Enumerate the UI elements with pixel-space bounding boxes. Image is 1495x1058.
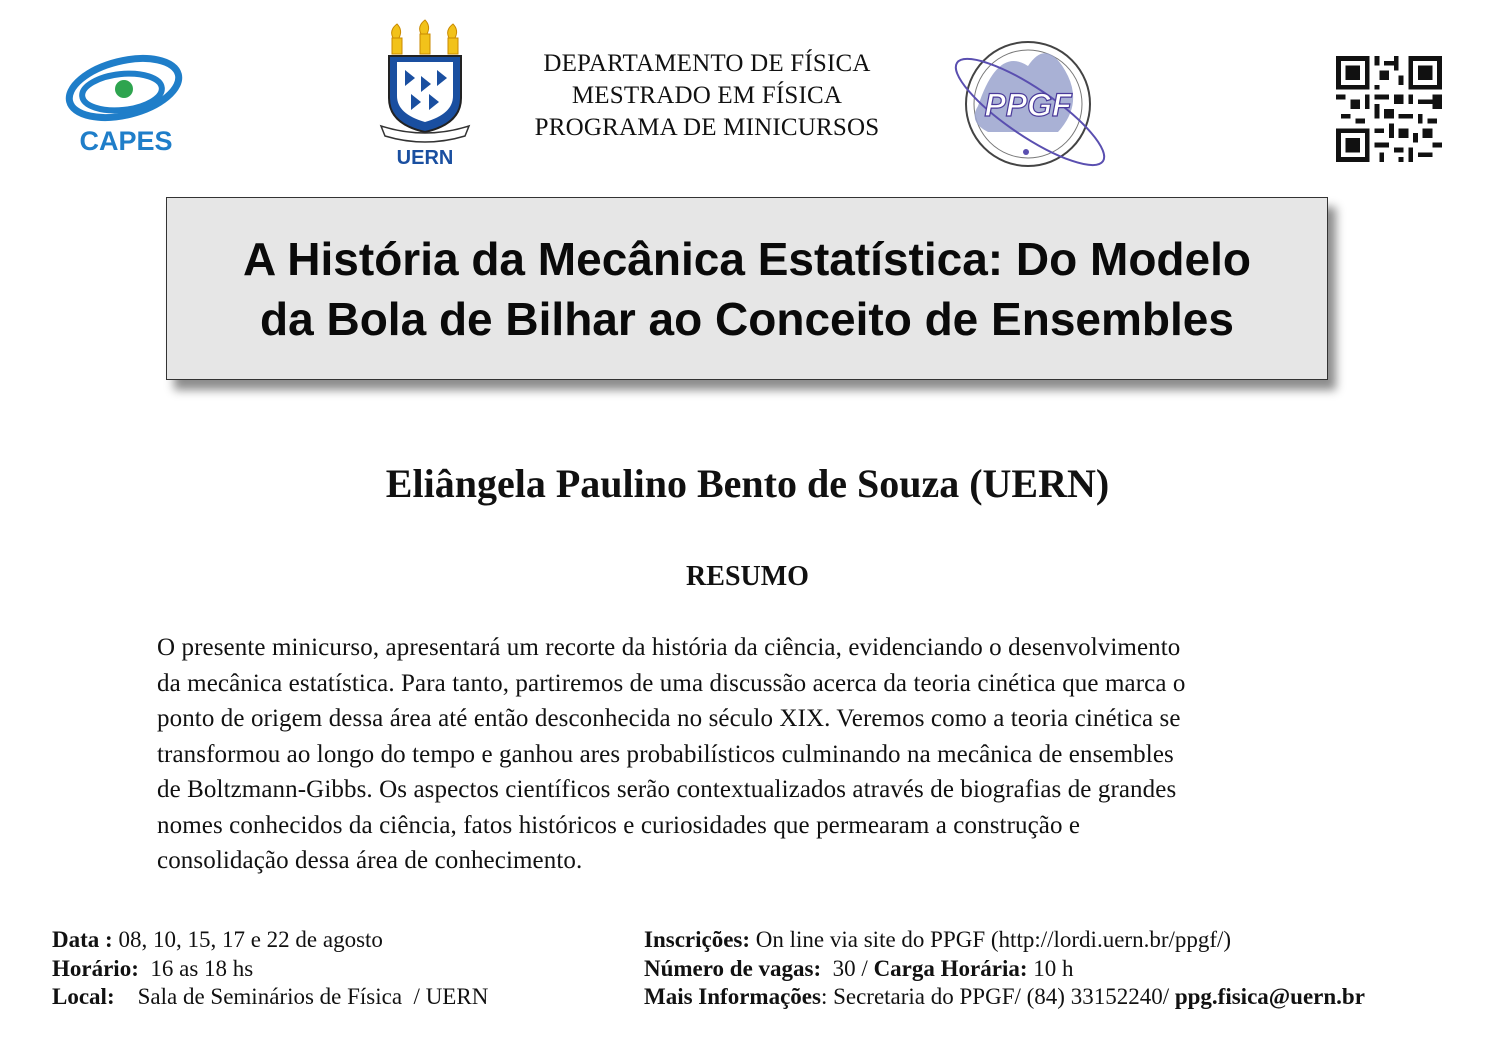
workload-value: 10 h (1027, 955, 1074, 981)
location-row (52, 983, 488, 1012)
date-label: Data : (52, 927, 113, 952)
contact-email-link[interactable]: ppg.fisica@uern.br (1174, 984, 1365, 1009)
ppgf-logo (938, 36, 1126, 170)
abstract-line: O presente minicurso, apresentará um recorte da história da ciência, evidenciando o desenvolvimento (157, 634, 1181, 661)
time-row (52, 955, 488, 984)
department-header (498, 48, 916, 144)
vacancies-label: Número de vagas: (644, 955, 822, 981)
abstract-line: de Boltzmann-Gibbs. Os aspectos científicos serão contextualizados através de biografias de grandes (157, 776, 1177, 803)
workload-label: Carga Horária: (873, 955, 1028, 981)
date-value: 08, 10, 15, 17 e 22 de agosto (112, 927, 383, 952)
uern-logo-text: UERN (396, 147, 454, 169)
capes-logo-text: CAPES (79, 126, 173, 156)
contact-label: Mais Informações (644, 984, 821, 1009)
vacancies-row (644, 955, 1365, 984)
header-line-2: MESTRADO EM FÍSICA (571, 82, 843, 109)
abstract-line: consolidação dessa área de conhecimento. (157, 847, 583, 874)
registration-value[interactable]: On line via site do PPGF (http://lordi.uern.br/ppgf/) (750, 927, 1232, 952)
event-details (52, 926, 488, 1012)
abstract-line: transformou ao longo do tempo e ganhou ares probabilísticos culminando na mecânica de ensembles (157, 740, 1174, 768)
uern-logo (375, 18, 475, 170)
title-box (166, 197, 1328, 380)
title-line-2: da Bola de Bilhar ao Conceito de Ensembles (260, 292, 1234, 345)
time-value: 16 as 18 hs (138, 955, 254, 981)
contact-row (644, 983, 1365, 1012)
course-title (243, 229, 1251, 349)
title-line-1: A História da Mecânica Estatística: Do Modelo (243, 232, 1251, 285)
abstract-line: ponto de origem dessa área até então desconhecida no século XIX. Veremos como a teoria cinética se (157, 705, 1181, 732)
registration-row (644, 926, 1365, 955)
contact-value: : Secretaria do PPGF/ (84) 33152240/ (820, 984, 1175, 1009)
location-label: Local: (52, 984, 115, 1009)
header-line-1: DEPARTAMENTO DE FÍSICA (543, 50, 871, 77)
abstract-text (157, 630, 1323, 879)
resumo-heading: RESUMO (686, 561, 809, 592)
time-label: Horário: (52, 955, 139, 981)
location-value: Sala de Seminários de Física / UERN (114, 984, 489, 1009)
ppgf-logo-text: PPGF (984, 87, 1072, 123)
header-line-3: PROGRAMA DE MINICURSOS (534, 114, 880, 141)
registration-details (644, 926, 1365, 1012)
date-row (52, 926, 488, 955)
registration-label: Inscrições: (644, 927, 751, 952)
qr-code[interactable] (1334, 56, 1444, 162)
abstract-line: nomes conhecidos da ciência, fatos históricos e curiosidades que permearam a construção e (157, 811, 1081, 839)
abstract-line: da mecânica estatística. Para tanto, partiremos de uma discussão acerca da teoria cinética que marca o (157, 669, 1186, 697)
author-name: Eliângela Paulino Bento de Souza (UERN) (385, 461, 1110, 506)
vacancies-value: 30 / (821, 955, 874, 981)
capes-logo (62, 40, 190, 158)
